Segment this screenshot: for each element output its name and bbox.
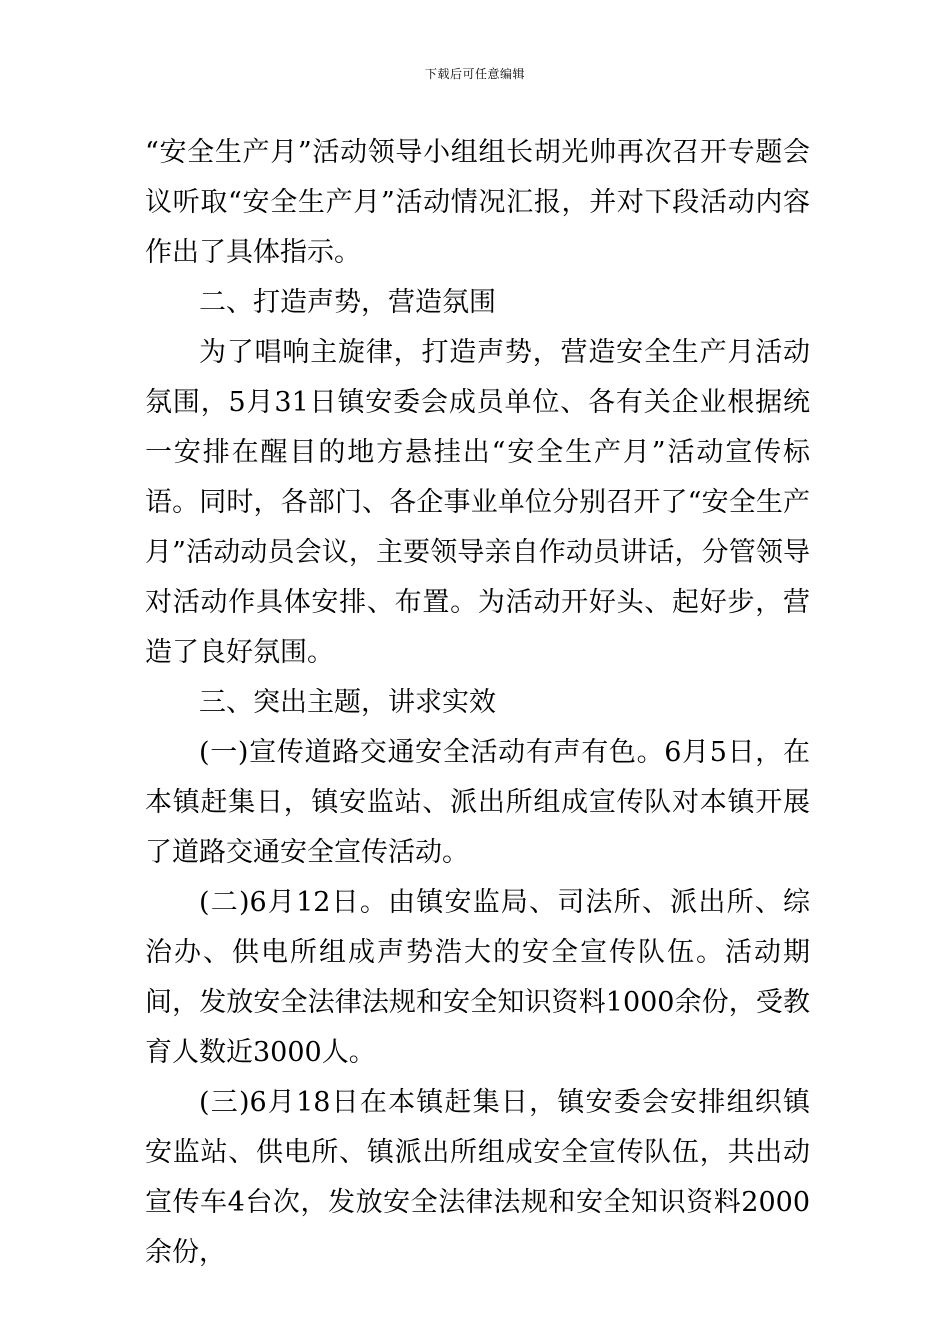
section-heading-2: 二、打造声势，营造氛围	[199, 287, 496, 318]
paragraph-item-3: (三)6月18日在本镇赶集日，镇安委会安排组织镇安监站、供电所、镇派出所组成安全宣传队伍，共出动宣传车4台次，发放安全法律法规和安全知识资料2000余份，	[145, 1087, 810, 1268]
paragraph-atmosphere: 为了唱响主旋律，打造声势，营造安全生产月活动氛围，5月31日镇安委会成员单位、各有关企业根据统一安排在醒目的地方悬挂出“安全生产月”活动宣传标语。同时，各部门、各企事业单位分别召开了“安全生产月”活动动员会议，主要领导亲自作动员讲话，分管领导对活动作具体安排、布置。为活动开好头、起好步，营造了良好氛围。	[145, 337, 810, 668]
page-header: 下载后可任意编辑	[424, 67, 525, 81]
paragraph-item-1: (一)宣传道路交通安全活动有声有色。6月5日，在本镇赶集日，镇安监站、派出所组成宣传队对本镇开展了道路交通安全宣传活动。	[145, 737, 810, 868]
document-body	[145, 128, 810, 1278]
paragraph-item-2: (二)6月12日。由镇安监局、司法所、派出所、综治办、供电所组成声势浩大的安全宣传队伍。活动期间，发放安全法律法规和安全知识资料1000余份，受教育人数近3000人。	[145, 887, 810, 1068]
paragraph-continuation: “安全生产月”活动领导小组组长胡光帅再次召开专题会议听取“安全生产月”活动情况汇报，并对下段活动内容作出了具体指示。	[145, 137, 810, 268]
section-heading-3: 三、突出主题，讲求实效	[199, 687, 496, 718]
